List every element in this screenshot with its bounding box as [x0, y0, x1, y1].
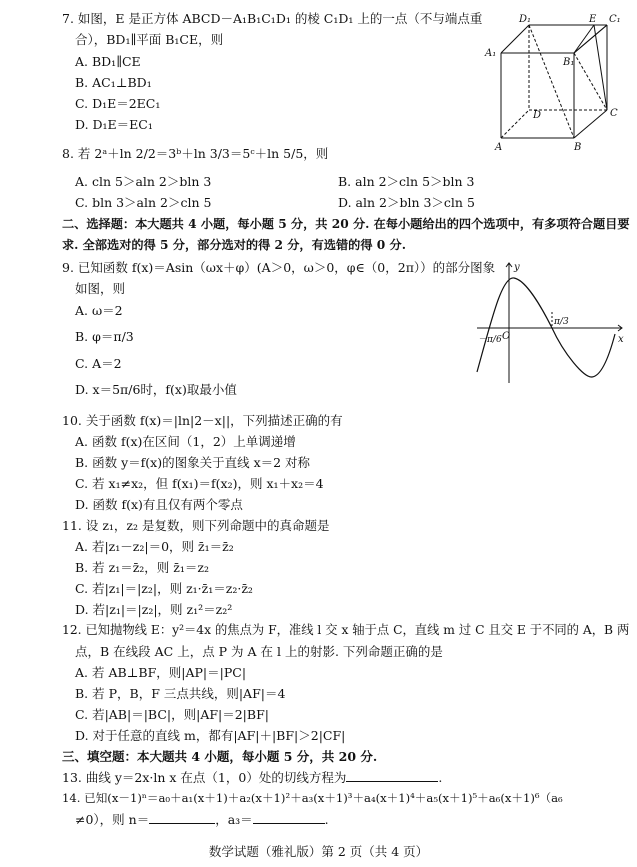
- label-b: B: [574, 142, 582, 152]
- graph-label-pos-tick: π/3: [554, 317, 569, 327]
- q13-text: 13. 曲线 y＝2x·ln x 在点（1，0）处的切线方程为: [62, 770, 347, 785]
- q14-a3-blank[interactable]: [253, 811, 325, 824]
- label-d: D: [533, 110, 542, 121]
- q13-end: .: [438, 770, 443, 785]
- label-d1: D₁: [519, 14, 532, 25]
- q12-option-c: C. 若|AB|＝|BC|，则|AF|＝2|BF|: [75, 707, 269, 722]
- label-c1: C₁: [609, 14, 621, 25]
- q14-n-blank[interactable]: [149, 811, 215, 824]
- graph-label-y: y: [514, 262, 520, 273]
- q9-stem-line2: 如图，则: [75, 281, 126, 296]
- q13-line: [62, 769, 442, 786]
- q7-option-b: B. AC₁⊥BD₁: [75, 75, 152, 90]
- q10-option-d: D. 函数 f(x)有且仅有两个零点: [75, 497, 243, 512]
- q10-option-c: C. 若 x₁≠x₂，但 f(x₁)＝f(x₂)，则 x₁＋x₂＝4: [75, 476, 324, 491]
- q11-stem: 11. 设 z₁，z₂ 是复数，则下列命题中的真命题是: [62, 518, 330, 533]
- section2-line1: 二、选择题：本大题共 4 小题，每小题 5 分，共 20 分. 在每小题给出的四个选项中，有多项符合题目要: [62, 217, 630, 231]
- q14-end: .: [324, 812, 329, 827]
- q7-option-c: C. D₁E＝2EC₁: [75, 96, 161, 111]
- q8-option-a: A. cln 5＞aln 2＞bln 3: [75, 174, 212, 189]
- q14-n-label: ≠0），则 n＝: [75, 812, 150, 827]
- q11-option-b: B. 若 z₁＝z̄₂，则 z̄₁＝z₂: [75, 560, 209, 575]
- q9-option-d: D. x＝5π/6时，f(x)取最小值: [75, 382, 237, 397]
- q9-option-b: B. φ＝π/3: [75, 329, 134, 344]
- q10-option-b: B. 函数 y＝f(x)的图象关于直线 x＝2 对称: [75, 455, 311, 470]
- q10-option-a: A. 函数 f(x)在区间（1，2）上单调递增: [75, 434, 296, 449]
- page-footer: 数学试题（雅礼版）第 2 页（共 4 页）: [208, 844, 429, 859]
- q11-option-d: D. 若|z₁|＝|z₂|，则 z₁²＝z₂²: [75, 602, 233, 617]
- q14-line2: [75, 811, 329, 828]
- q10-stem: 10. 关于函数 f(x)＝|ln|2－x||，下列描述正确的有: [62, 413, 343, 428]
- q14-a3-label: ，a₃＝: [215, 812, 253, 827]
- q8-option-b: B. aln 2＞cln 5＞bln 3: [338, 174, 475, 189]
- q9-stem-line1: 9. 已知函数 f(x)＝Asin（ωx＋φ）(A＞0，ω＞0，φ∈（0，2π））的部分图象: [62, 260, 496, 275]
- q12-stem-line2: 点，B 在线段 AC 上，点 P 为 A 在 l 上的射影. 下列命题正确的是: [75, 644, 443, 659]
- q11-option-a: A. 若|z₁－z₂|＝0，则 z̄₁＝z̄₂: [75, 539, 234, 554]
- q7-option-a: A. BD₁∥CE: [75, 54, 141, 69]
- label-b1: B₁: [563, 57, 575, 68]
- label-e: E: [589, 14, 597, 25]
- q8-option-c: C. bln 3＞aln 2＞cln 5: [75, 195, 212, 210]
- label-c: C: [610, 108, 618, 119]
- q12-stem-line1: 12. 已知抛物线 E：y²＝4x 的焦点为 F，准线 l 交 x 轴于点 C，直线 m 过 C 且交 E 于不同的 A，B 两: [62, 623, 630, 637]
- section3-heading: 三、填空题：本大题共 4 小题，每小题 5 分，共 20 分.: [62, 749, 378, 764]
- q8-option-d: D. aln 2＞bln 3＞cln 5: [338, 195, 475, 210]
- q12-option-b: B. 若 P，B，F 三点共线，则|AF|＝4: [75, 686, 286, 701]
- q12-option-a: A. 若 AB⊥BF，则|AP|＝|PC|: [75, 665, 247, 680]
- sine-graph: [472, 258, 627, 388]
- graph-label-x: x: [618, 334, 624, 345]
- section2-line2: 求. 全部选对的得 5 分，部分选对的得 2 分，有选错的得 0 分.: [62, 238, 406, 252]
- q9-option-a: A. ω＝2: [75, 303, 123, 318]
- q12-option-d: D. 对于任意的直线 m，都有|AF|＋|BF|＞2|CF|: [75, 728, 346, 743]
- label-a: A: [495, 142, 503, 152]
- sine-curve: [477, 278, 615, 377]
- q8-stem: 8. 若 2ᵃ＋ln 2/2＝3ᵇ＋ln 3/3＝5ᶜ＋ln 5/5，则: [62, 146, 329, 161]
- q11-option-c: C. 若|z₁|＝|z₂|，则 z₁·z̄₁＝z₂·z̄₂: [75, 581, 253, 596]
- q9-option-c: C. A＝2: [75, 356, 122, 371]
- label-a1: A₁: [485, 48, 497, 59]
- q7-stem-line2: 合），BD₁∥平面 B₁CE，则: [75, 32, 224, 47]
- graph-label-neg-tick: －π/6: [478, 335, 502, 345]
- cube-figure: [483, 10, 625, 152]
- q7-option-d: D. D₁E＝EC₁: [75, 117, 153, 132]
- q14-line1: 14. 已知(x－1)ⁿ＝a₀＋a₁(x＋1)＋a₂(x＋1)²＋a₃(x＋1)³＋a₄(x＋1)⁴＋a₅(x＋1)⁵＋a₆(x＋1)⁶（a₆: [62, 791, 563, 805]
- graph-label-origin: O: [502, 331, 511, 342]
- q7-stem-line1: 7. 如图，E 是正方体 ABCD－A₁B₁C₁D₁ 的棱 C₁D₁ 上的一点（不与端点重: [62, 11, 483, 26]
- q13-answer-blank[interactable]: [346, 769, 438, 782]
